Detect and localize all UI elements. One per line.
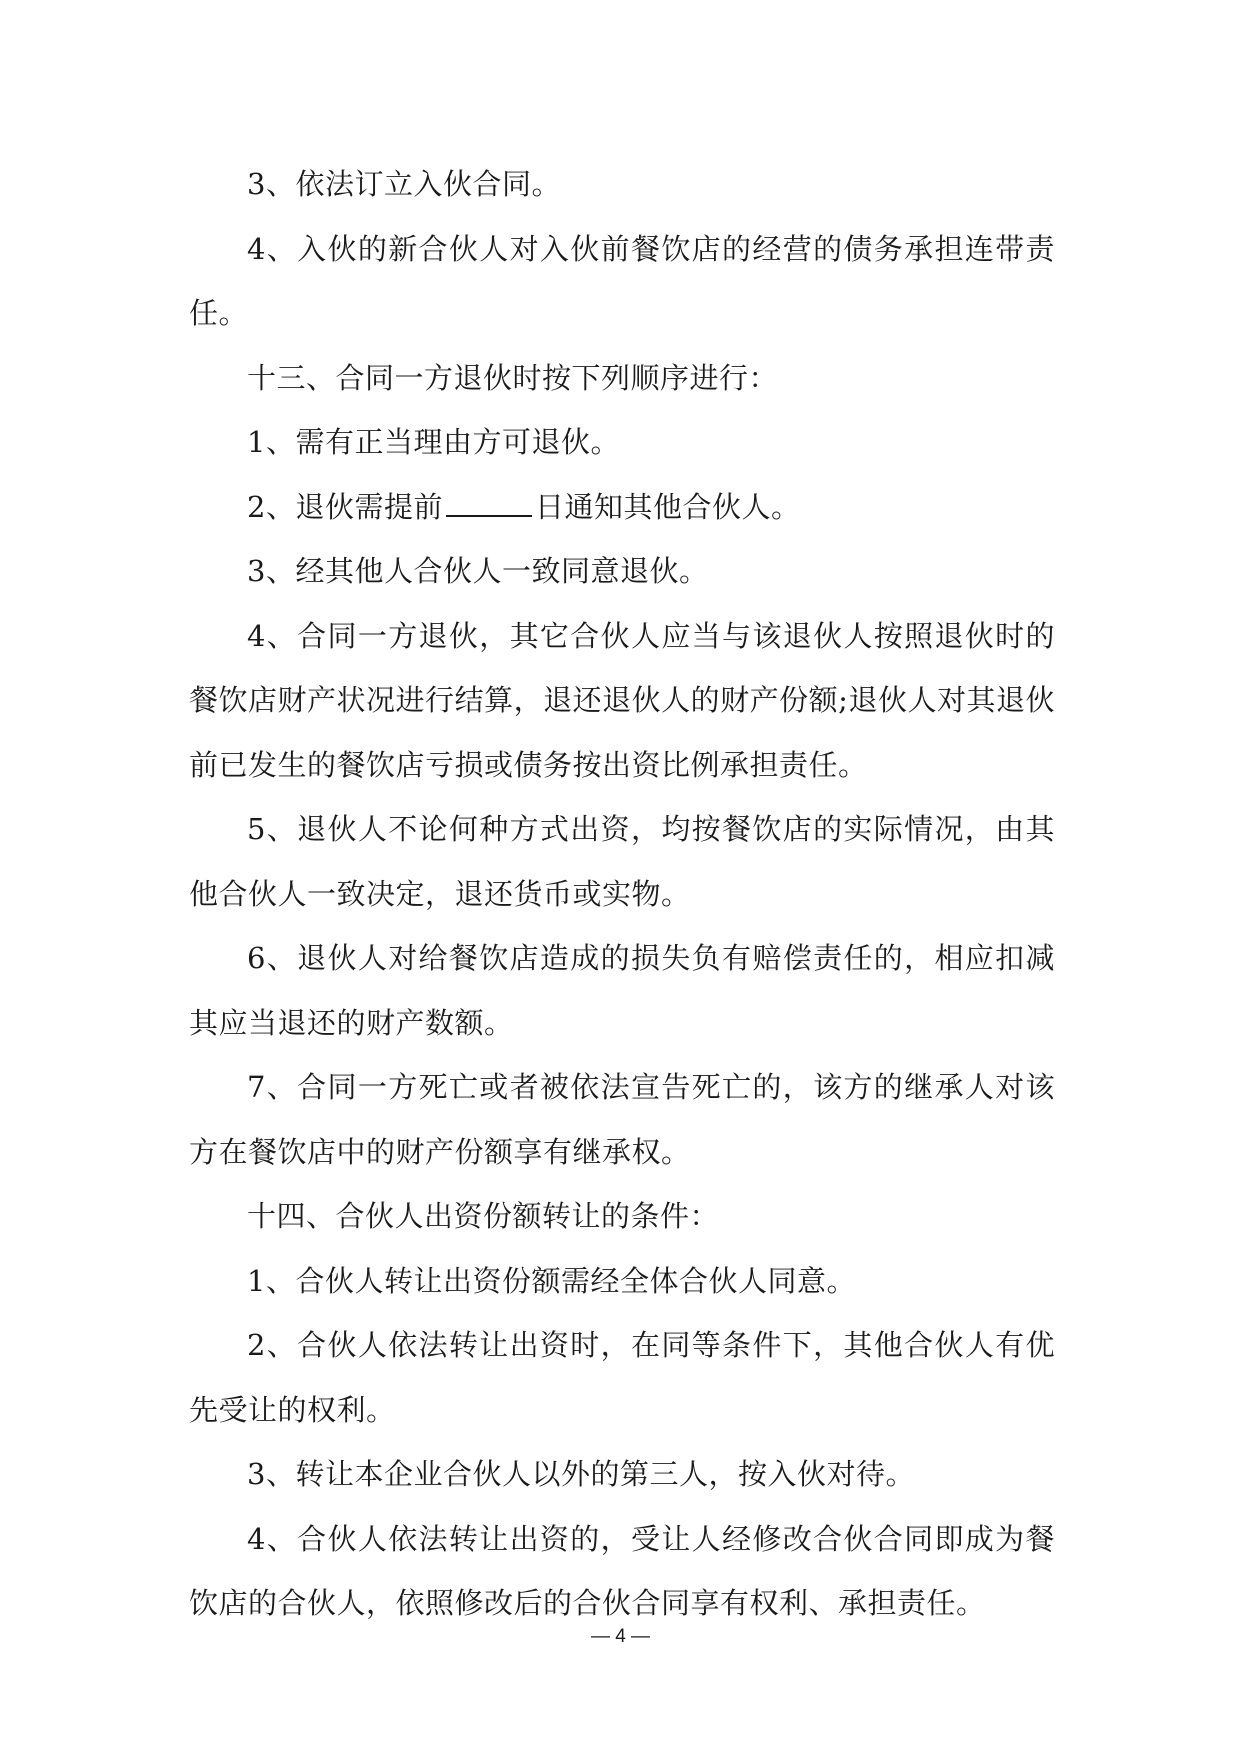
paragraph-13: 2、合伙人依法转让出资时，在同等条件下，其他合伙人有优先受让的权利。 xyxy=(189,1328,1055,1427)
paragraph-12: 1、合伙人转让出资份额需经全体合伙人同意。 xyxy=(247,1263,856,1298)
paragraph-15: 4、合伙人依法转让出资的，受让人经修改合伙合同即成为餐饮店的合伙人，依照修改后的合伙合同享有权利、承担责任。 xyxy=(189,1521,1055,1620)
paragraph-1: 3、依法订立入伙合同。 xyxy=(247,167,561,201)
section-heading-13: 十三、合同一方退伙时按下列顺序进行： xyxy=(247,360,779,395)
paragraph-5-before: 2、退伙需提前 xyxy=(247,489,443,524)
document-body xyxy=(189,152,1055,1636)
paragraph-10: 7、合同一方死亡或者被依法宣告死亡的，该方的继承人对该方在餐饮店中的财产份额享有继承权。 xyxy=(189,1070,1055,1169)
paragraph-5-after: 日通知其他合伙人。 xyxy=(534,489,801,524)
paragraph-14: 3、转让本企业合伙人以外的第三人，按入伙对待。 xyxy=(247,1457,915,1491)
page-number: — 4 — xyxy=(590,1626,651,1647)
paragraph-4: 1、需有正当理由方可退伙。 xyxy=(247,425,620,459)
paragraph-6: 3、经其他人合伙人一致同意退伙。 xyxy=(247,554,709,588)
paragraph-7: 4、合同一方退伙，其它合伙人应当与该退伙人按照退伙时的餐饮店财产状况进行结算，退还退伙人的财产份额;退伙人对其退伙前已发生的餐饮店亏损或债务按出资比例承担责任。 xyxy=(189,618,1055,782)
paragraph-2: 4、入伙的新合伙人对入伙前餐饮店的经营的债务承担连带责任。 xyxy=(189,231,1055,330)
paragraph-5 xyxy=(189,475,1055,540)
paragraph-9: 6、退伙人对给餐饮店造成的损失负有赔偿责任的，相应扣减其应当退还的财产数额。 xyxy=(189,941,1055,1040)
fill-in-blank xyxy=(446,491,532,517)
section-heading-14: 十四、合伙人出资份额转让的条件： xyxy=(247,1199,720,1233)
paragraph-8: 5、退伙人不论何种方式出资，均按餐饮店的实际情况，由其他合伙人一致决定，退还货币或实物。 xyxy=(189,812,1055,911)
